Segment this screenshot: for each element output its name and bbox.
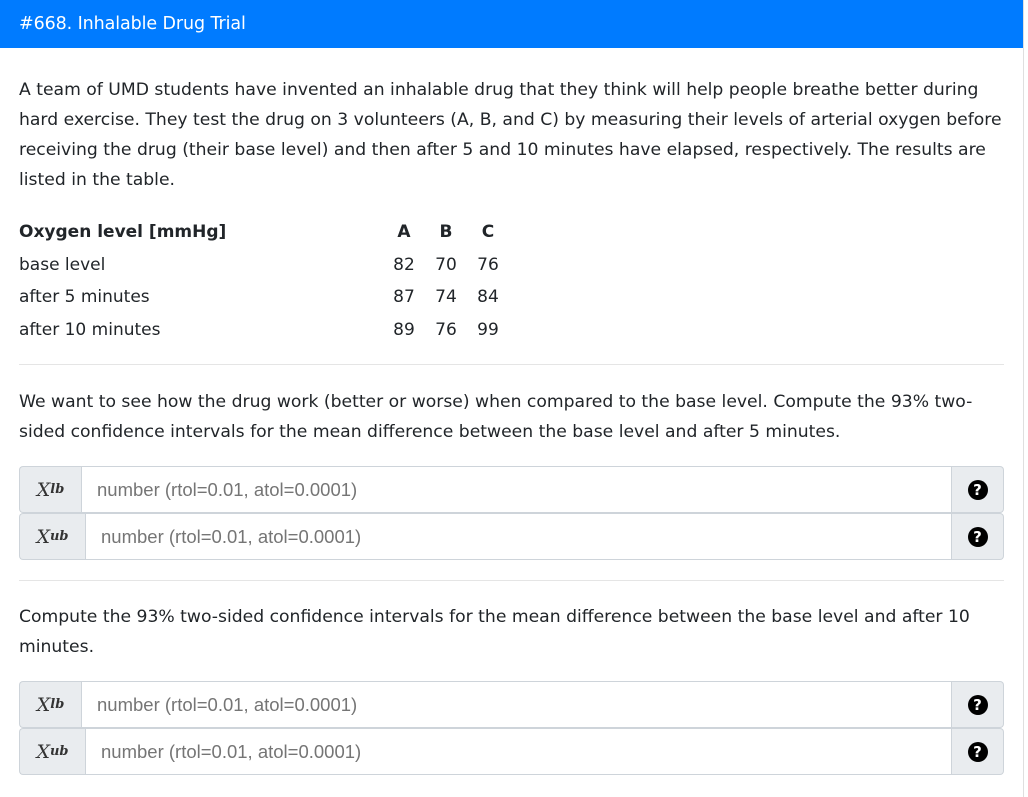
upper-bound-input[interactable] — [85, 513, 952, 560]
variable-label-ub — [19, 513, 85, 560]
cell-value: 82 — [393, 254, 415, 275]
intro-text: A team of UMD students have invented an inhalable drug that they think will help people breathe better during hard exercise. They test the drug on 3 volunteers (A, B, and C) by measuring their levels of arterial oxygen before receiving the drug (their base level) and then after 5 and 10 minutes have elapsed, respectively. The results are listed in the table. — [19, 80, 1002, 190]
input-group-ub — [19, 513, 1004, 560]
variable-symbol: X — [36, 740, 50, 763]
table-row — [19, 314, 509, 347]
cell-value: 84 — [477, 287, 499, 308]
cell-value: 87 — [393, 287, 415, 308]
variable-symbol: X — [36, 478, 51, 501]
table-header-b: B — [439, 222, 453, 243]
cell-value: 89 — [393, 319, 415, 340]
variable-subscript: lb — [50, 482, 65, 497]
input-group-ub — [19, 728, 1004, 775]
table-row — [19, 249, 509, 282]
cell-value: 99 — [477, 319, 499, 340]
variable-subscript: lb — [50, 697, 65, 712]
variable-symbol: X — [36, 525, 50, 548]
question-title: #668. Inhalable Drug Trial — [0, 0, 1023, 48]
question2-inputs — [19, 681, 1004, 775]
table-header-c: C — [481, 222, 495, 243]
question-body — [0, 75, 1023, 775]
upper-bound-input[interactable] — [85, 728, 952, 775]
table-header-row — [19, 216, 509, 249]
help-button[interactable] — [952, 681, 1004, 728]
table-header-label: Oxygen level [mmHg] — [19, 222, 227, 243]
input-group-lb — [19, 466, 1004, 513]
table-row — [19, 281, 509, 314]
row-label: base level — [19, 254, 106, 275]
cell-value: 74 — [435, 287, 457, 308]
variable-subscript: ub — [49, 529, 69, 544]
question-circle-icon: ? — [968, 480, 988, 500]
input-group-lb — [19, 681, 1004, 728]
variable-symbol: X — [36, 693, 51, 716]
question1-inputs — [19, 466, 1004, 560]
question2-text: Compute the 93% two-sided confidence intervals for the mean difference between the base level and after 10 minutes. — [19, 607, 970, 657]
variable-label-lb — [19, 466, 81, 513]
divider — [19, 364, 1004, 365]
cell-value: 76 — [477, 254, 499, 275]
row-label: after 5 minutes — [19, 287, 150, 308]
row-label: after 10 minutes — [19, 319, 161, 340]
variable-subscript: ub — [49, 744, 69, 759]
help-button[interactable] — [952, 513, 1004, 560]
help-button[interactable] — [952, 466, 1004, 513]
help-button[interactable] — [952, 728, 1004, 775]
question-circle-icon: ? — [968, 695, 988, 715]
question1-text: We want to see how the drug work (better or worse) when compared to the base level. Compute the 93% two-sided confidence intervals for the mean difference between the base level and after 5 minutes. — [19, 392, 973, 442]
divider — [19, 580, 1004, 581]
variable-label-lb — [19, 681, 81, 728]
lower-bound-input[interactable] — [81, 466, 952, 513]
cell-value: 76 — [435, 319, 457, 340]
lower-bound-input[interactable] — [81, 681, 952, 728]
variable-label-ub — [19, 728, 85, 775]
cell-value: 70 — [435, 254, 457, 275]
question-circle-icon: ? — [968, 742, 988, 762]
table-header-a: A — [397, 222, 411, 243]
question-circle-icon: ? — [968, 527, 988, 547]
oxygen-table — [19, 216, 509, 346]
